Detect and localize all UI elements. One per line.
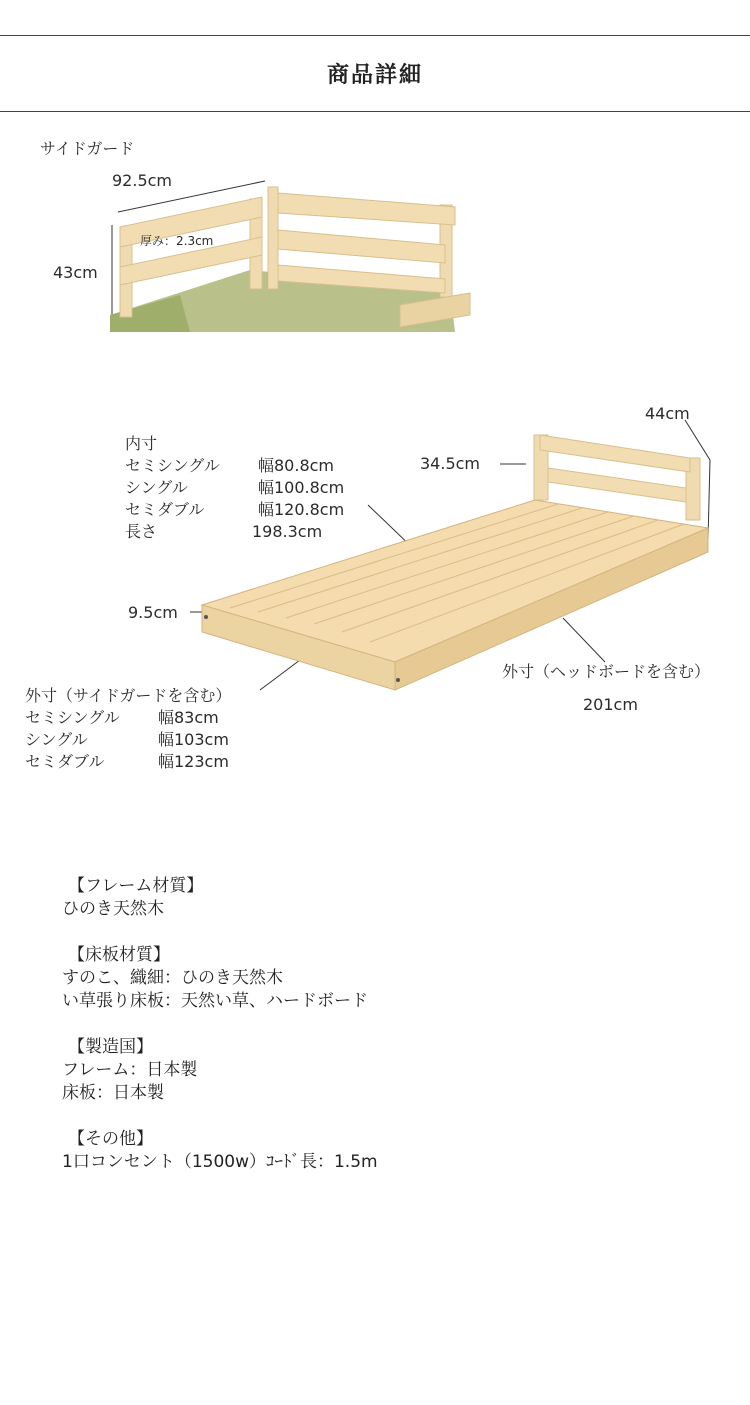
- side-guard-thickness: 厚み：2.3cm: [140, 234, 214, 248]
- outer-dims-row-name: シングル: [25, 730, 88, 749]
- inner-dims-row-value: 幅100.8cm: [258, 478, 345, 497]
- spec-heading: 【床板材質】: [68, 945, 170, 965]
- headboard-height: 44cm: [645, 404, 690, 423]
- side-guard-width: 92.5cm: [112, 171, 173, 190]
- spec-line: すのこ、織細：ひのき天然木: [62, 968, 283, 988]
- spec-heading: 【製造国】: [68, 1037, 153, 1057]
- side-guard-height: 43cm: [53, 263, 98, 282]
- outer-dims-title: 外寸（サイドガードを含む）: [25, 686, 232, 705]
- inner-dims-row-value: 198.3cm: [252, 522, 323, 541]
- spec-list: [62, 875, 378, 1174]
- outer-length: 201cm: [583, 695, 638, 714]
- bed-illustration: [190, 400, 720, 700]
- inner-dims-row-value: 幅80.8cm: [258, 456, 335, 475]
- inner-dims-title: 内寸: [125, 434, 158, 453]
- frame-height: 9.5cm: [128, 603, 178, 622]
- inner-dims-row-name: セミダブル: [125, 500, 205, 519]
- outer-dims-row-value: 幅83cm: [158, 708, 219, 727]
- spec-line: 1口コンセント（1500w）ｺｰﾄﾞ長：1.5m: [62, 1152, 378, 1172]
- spec-heading: 【その他】: [68, 1129, 153, 1149]
- spec-line: フレーム：日本製: [62, 1060, 198, 1080]
- inner-dims-row-value: 幅120.8cm: [258, 500, 345, 519]
- outer-dims-row-value: 幅123cm: [158, 752, 229, 771]
- outer-length-label: 外寸（ヘッドボードを含む）: [502, 662, 711, 681]
- inner-dims-row-name: セミシングル: [125, 456, 220, 475]
- side-guard-illustration: [100, 175, 480, 335]
- spec-line: 床板：日本製: [62, 1083, 164, 1103]
- outer-dims-row-name: セミダブル: [25, 752, 105, 771]
- outer-dims-row-value: 幅103cm: [158, 730, 229, 749]
- side-guard-label: サイドガード: [40, 139, 135, 158]
- spec-heading: 【フレーム材質】: [68, 876, 204, 896]
- page-title: 商品詳細: [326, 63, 423, 88]
- spec-line: ひのき天然木: [62, 899, 164, 919]
- spec-line: い草張り床板：天然い草、ハードボード: [62, 991, 368, 1011]
- header-bottom-rule: [0, 111, 750, 112]
- outer-dims-row-name: セミシングル: [25, 708, 120, 727]
- headboard-width: 34.5cm: [420, 454, 481, 473]
- inner-dims-row-name: シングル: [125, 478, 188, 497]
- header-top-rule: [0, 35, 750, 36]
- inner-dims-row-name: 長さ: [125, 522, 158, 541]
